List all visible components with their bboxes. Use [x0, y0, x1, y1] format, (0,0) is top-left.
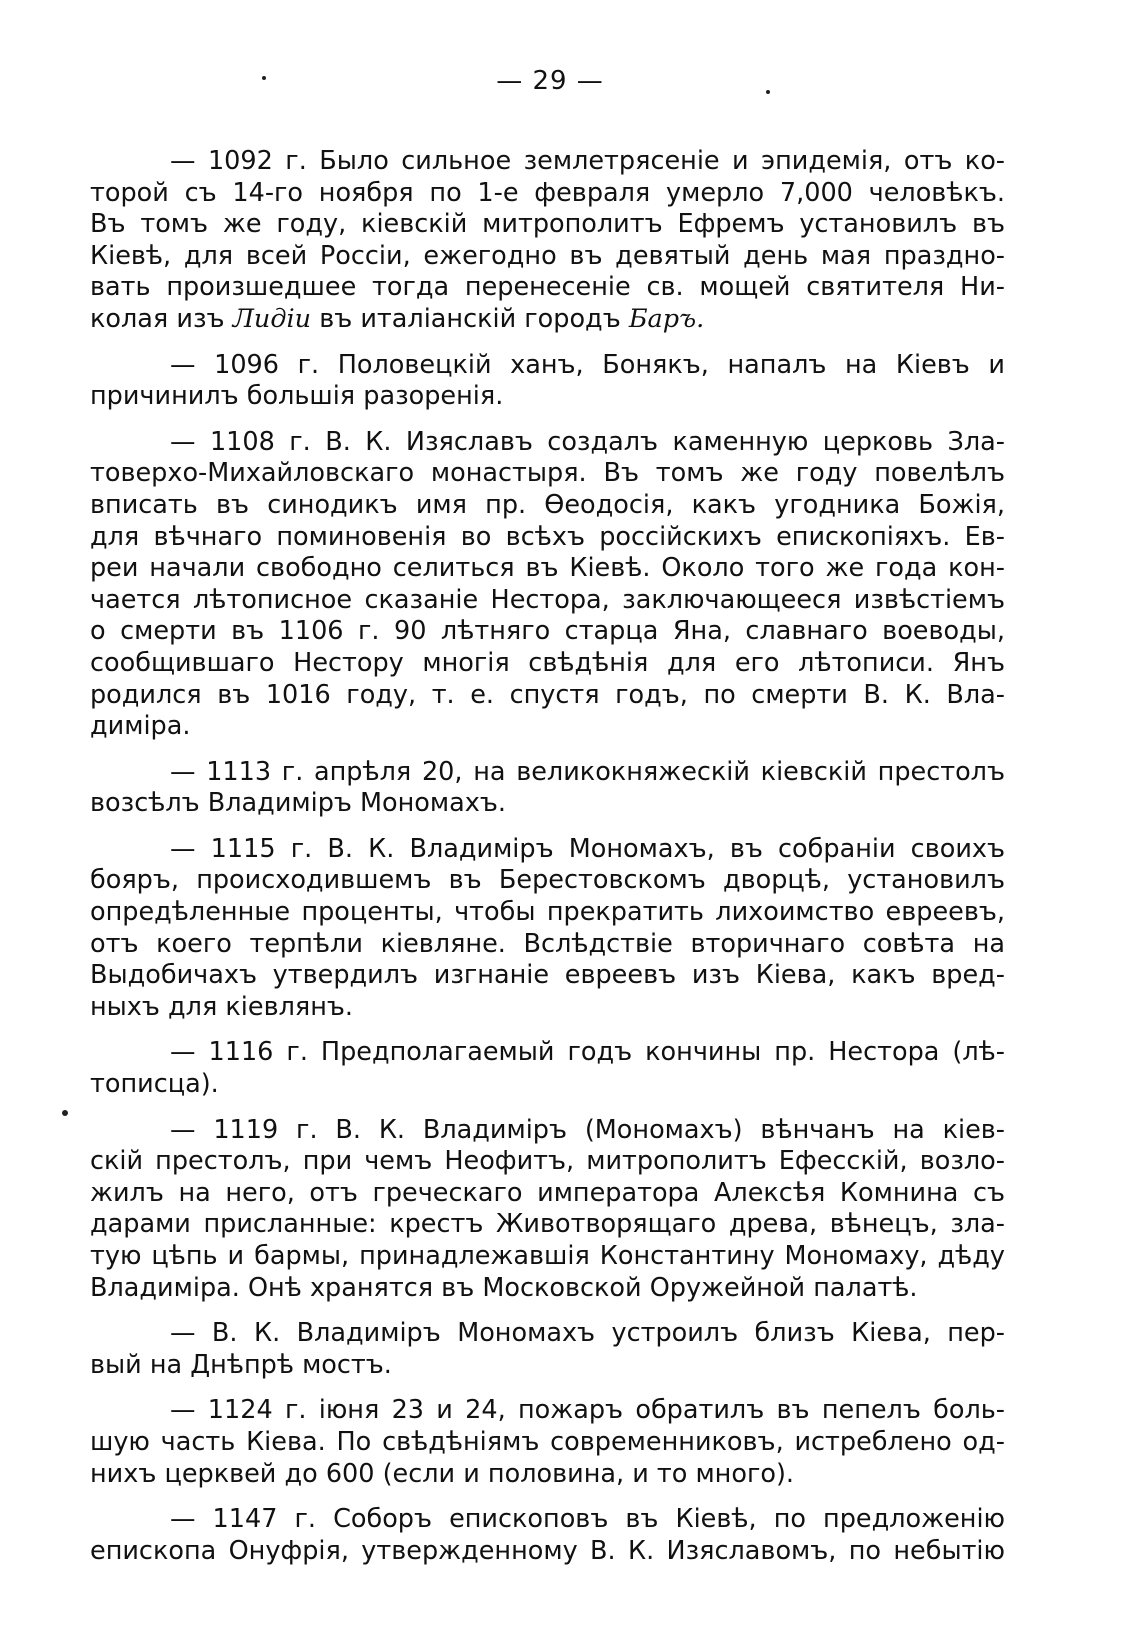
text-line: Владиміра. Онѣ хранятся въ Московской Оружейной палатѣ. [90, 1272, 918, 1303]
text-line: ныхъ для кіевлянъ. [90, 991, 354, 1022]
text-line: товерхо-Михайловскаго монастыря. Въ томъ же году повелѣлъ [90, 458, 1005, 489]
text-line: возсѣлъ Владиміръ Мономахъ. [90, 788, 506, 819]
print-speck [62, 1110, 68, 1116]
text-line: отъ коего терпѣли кіевляне. Вслѣдствіе вторичнаго совѣта на [90, 928, 1005, 959]
text-line: — 1113 г. апрѣля 20, на великокняжескій кіевскій престолъ [170, 756, 1005, 787]
paragraph-1116 [90, 1037, 1005, 1100]
text-line: дарами присланные: крестъ Животворящаго древа, вѣнецъ, зла- [90, 1209, 1005, 1240]
paragraph-1124 [90, 1395, 1005, 1490]
paragraph-1096 [90, 350, 1005, 413]
text-line: Кіевѣ, для всей Россіи, ежегодно въ девятый день мая праздно- [90, 240, 1005, 271]
text-line: — 1108 г. В. К. Изяславъ создалъ каменную церковь Зла- [170, 426, 1005, 457]
text-line: родился въ 1016 году, т. е. спустя годъ, по смерти В. К. Вла- [90, 679, 1005, 710]
text-line: вать произшедшее тогда перенесеніе св. мощей святителя Ни- [90, 272, 1005, 303]
text-line: — 1092 г. Было сильное землетрясеніе и эпидемія, отъ ко- [170, 146, 1005, 176]
text-line: опредѣленные проценты, чтобы прекратить лихоимство евреевъ, [90, 897, 1005, 928]
text-line: — В. К. Владиміръ Мономахъ устроилъ близъ Кіева, пер- [170, 1318, 1005, 1349]
text-line: жилъ на него, отъ греческаго императора Алексѣя Комнина съ [90, 1177, 1005, 1208]
text-line: для вѣчнаго поминовенія во всѣхъ россійскихъ епископіяхъ. Ев- [90, 521, 1005, 552]
text-line: о смерти въ 1106 г. 90 лѣтняго старца Яна, славнаго воеводы, [90, 616, 1005, 647]
text-line: — 1096 г. Половецкій ханъ, Бонякъ, напалъ на Кіевъ и [170, 349, 1005, 380]
text-line: — 1115 г. В. К. Владиміръ Мономахъ, въ собраніи своихъ [170, 833, 1005, 864]
paragraph-1092 [90, 146, 1005, 336]
text-line: сообщившаго Нестору многія свѣдѣнія для его лѣтописи. Янъ [90, 647, 1005, 678]
text-fragment: въ италіанскій городъ [311, 303, 629, 334]
text-line: вписать въ синодикъ имя пр. Ѳеодосія, какъ угодника Божія, [90, 489, 1005, 520]
text-line: реи начали свободно селиться въ Кіевѣ. Около того же года кон- [90, 553, 1005, 584]
text-line [90, 304, 1005, 336]
text-line: шую часть Кіева. По свѣдѣніямъ современниковъ, истреблено од- [90, 1426, 1005, 1457]
text-line: торой съ 14-го ноября по 1-е февраля умерло 7,000 человѣкъ. [90, 177, 1005, 208]
text-line: — 1124 г. іюня 23 и 24, пожаръ обратилъ въ пепелъ боль- [170, 1395, 1005, 1426]
text-line: чается лѣтописное сказаніе Нестора, заключающееся извѣстіемъ [90, 584, 1005, 615]
text-fragment: колая изъ [90, 303, 233, 334]
text-line: бояръ, происходившемъ въ Берестовскомъ дворцѣ, установилъ [90, 865, 1005, 896]
place-name-lydia: Лидіи [232, 303, 312, 334]
chronicle-text [90, 146, 1005, 1581]
text-line: нихъ церквей до 600 (если и половина, и то много). [90, 1458, 795, 1489]
text-line: — 1147 г. Соборъ епископовъ въ Кіевѣ, по предложенію [170, 1504, 1005, 1535]
text-line: — 1116 г. Предполагаемый годъ кончины пр. Нестора (лѣ- [170, 1037, 1005, 1068]
text-line: диміра. [90, 711, 191, 742]
print-speck [766, 90, 770, 94]
paragraph-1119 [90, 1115, 1005, 1305]
print-speck [262, 76, 266, 80]
text-line: тую цѣпь и бармы, принадлежавшія Константину Мономаху, дѣду [90, 1241, 1005, 1271]
text-line: Въ томъ же году, кіевскій митрополитъ Ефремъ установилъ въ [90, 209, 1005, 240]
text-line: епископа Онуфрія, утвержденному В. К. Изяславомъ, по небытію [90, 1535, 1005, 1566]
text-line: вый на Днѣпрѣ мостъ. [90, 1349, 392, 1380]
paragraph-bridge [90, 1318, 1005, 1381]
paragraph-1147 [90, 1504, 1005, 1567]
page-number: — 29 — [496, 66, 604, 96]
text-line: — 1119 г. В. К. Владиміръ (Мономахъ) вѣнчанъ на кіев- [170, 1114, 1005, 1145]
paragraph-1108 [90, 427, 1005, 743]
text-line: скій престолъ, при чемъ Неофитъ, митрополитъ Ефесскій, возло- [90, 1146, 1005, 1177]
place-name-bari: Баръ. [628, 303, 705, 334]
paragraph-1113 [90, 757, 1005, 820]
text-line: тописца). [90, 1069, 219, 1100]
text-line: Выдобичахъ утвердилъ изгнаніе евреевъ изъ Кіева, какъ вред- [90, 960, 1005, 991]
text-line: причинилъ большія разоренія. [90, 381, 504, 412]
paragraph-1115 [90, 834, 1005, 1024]
